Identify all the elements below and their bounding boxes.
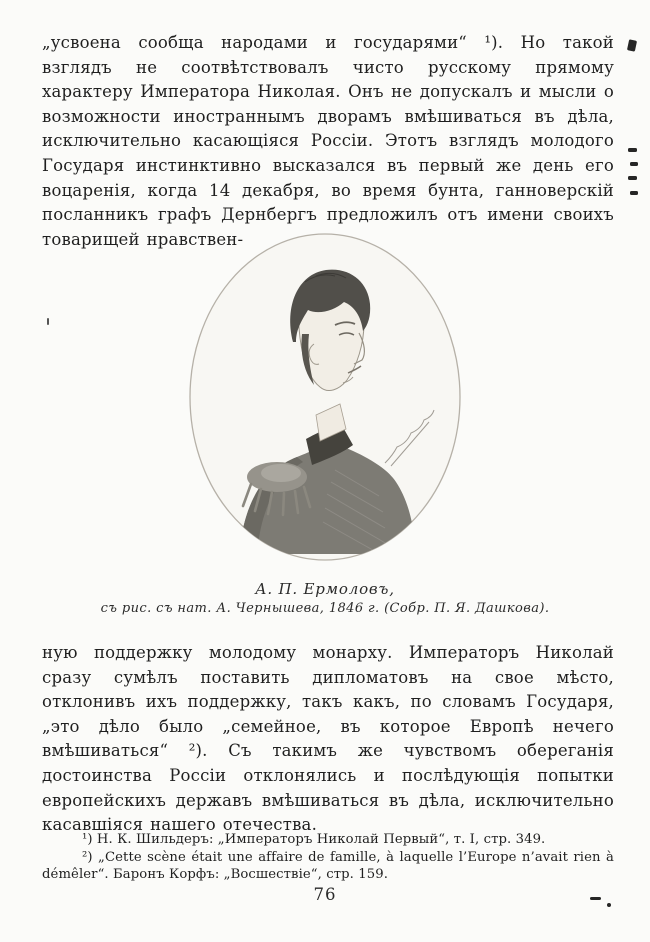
figure-caption-credit: съ рис. съ нат. А. Чернышева, 1846 г. (Собр. П. Я. Дашкова).: [100, 601, 550, 616]
scan-artifact: [630, 162, 638, 166]
scan-artifact: [628, 148, 637, 152]
footnotes-block: [42, 831, 614, 884]
portrait-figure: [0, 230, 650, 564]
scan-artifact: [628, 176, 637, 180]
portrait-image: [185, 230, 465, 564]
page-number: 76: [313, 885, 337, 904]
scan-artifact: [47, 318, 49, 325]
paragraph-bottom: ную поддержку молодому монарху. Императоръ Николай сразу сумѣлъ поставить дипломатовъ на свое мѣсто, отклонивъ ихъ поддержку, такъ какъ, по словамъ Государя, „это дѣло было „семейное, въ которое Европѣ нечего вмѣшиваться“ ²). Съ такимъ же чувствомъ обереганія достоинства Россіи отклонялись и послѣдующія попытки европейскихъ державъ вмѣшиваться въ дѣла, исключительно касавшіяся нашего отечества.: [42, 643, 614, 835]
figure-caption-title: А. П. Ермоловъ,: [255, 580, 395, 598]
footnote-2: ²) „Cette scène était une affaire de famille, à laquelle l’Europe n’avait rien à démêler“. Баронъ Корфъ: „Восшествіе“, стр. 159.: [42, 849, 614, 883]
paragraph-top: „усвоена сообща народами и государями“ ¹). Но такой взглядъ не соотвѣтствовалъ чисто русскому прямому характеру Императора Николая. Онъ не допускалъ и мысли о возможности иностраннымъ дворамъ вмѣшиваться въ дѣла, исключительно касающіяся Россіи. Этотъ взглядъ молодого Государя инстинктивно высказался въ первый же день его воцаренія, когда 14 декабря, во время бунта, ганноверскій посланникъ графъ Дернбергъ предложилъ отъ имени своихъ товарищей нравствен-: [42, 33, 614, 249]
scan-artifact: [607, 903, 611, 907]
scan-artifact: [627, 39, 637, 51]
scan-artifact: [630, 191, 638, 195]
footnote-1: ¹) Н. К. Шильдеръ: „Императоръ Николай Первый“, т. I, стр. 349.: [82, 832, 546, 847]
scan-artifact: [590, 897, 601, 900]
